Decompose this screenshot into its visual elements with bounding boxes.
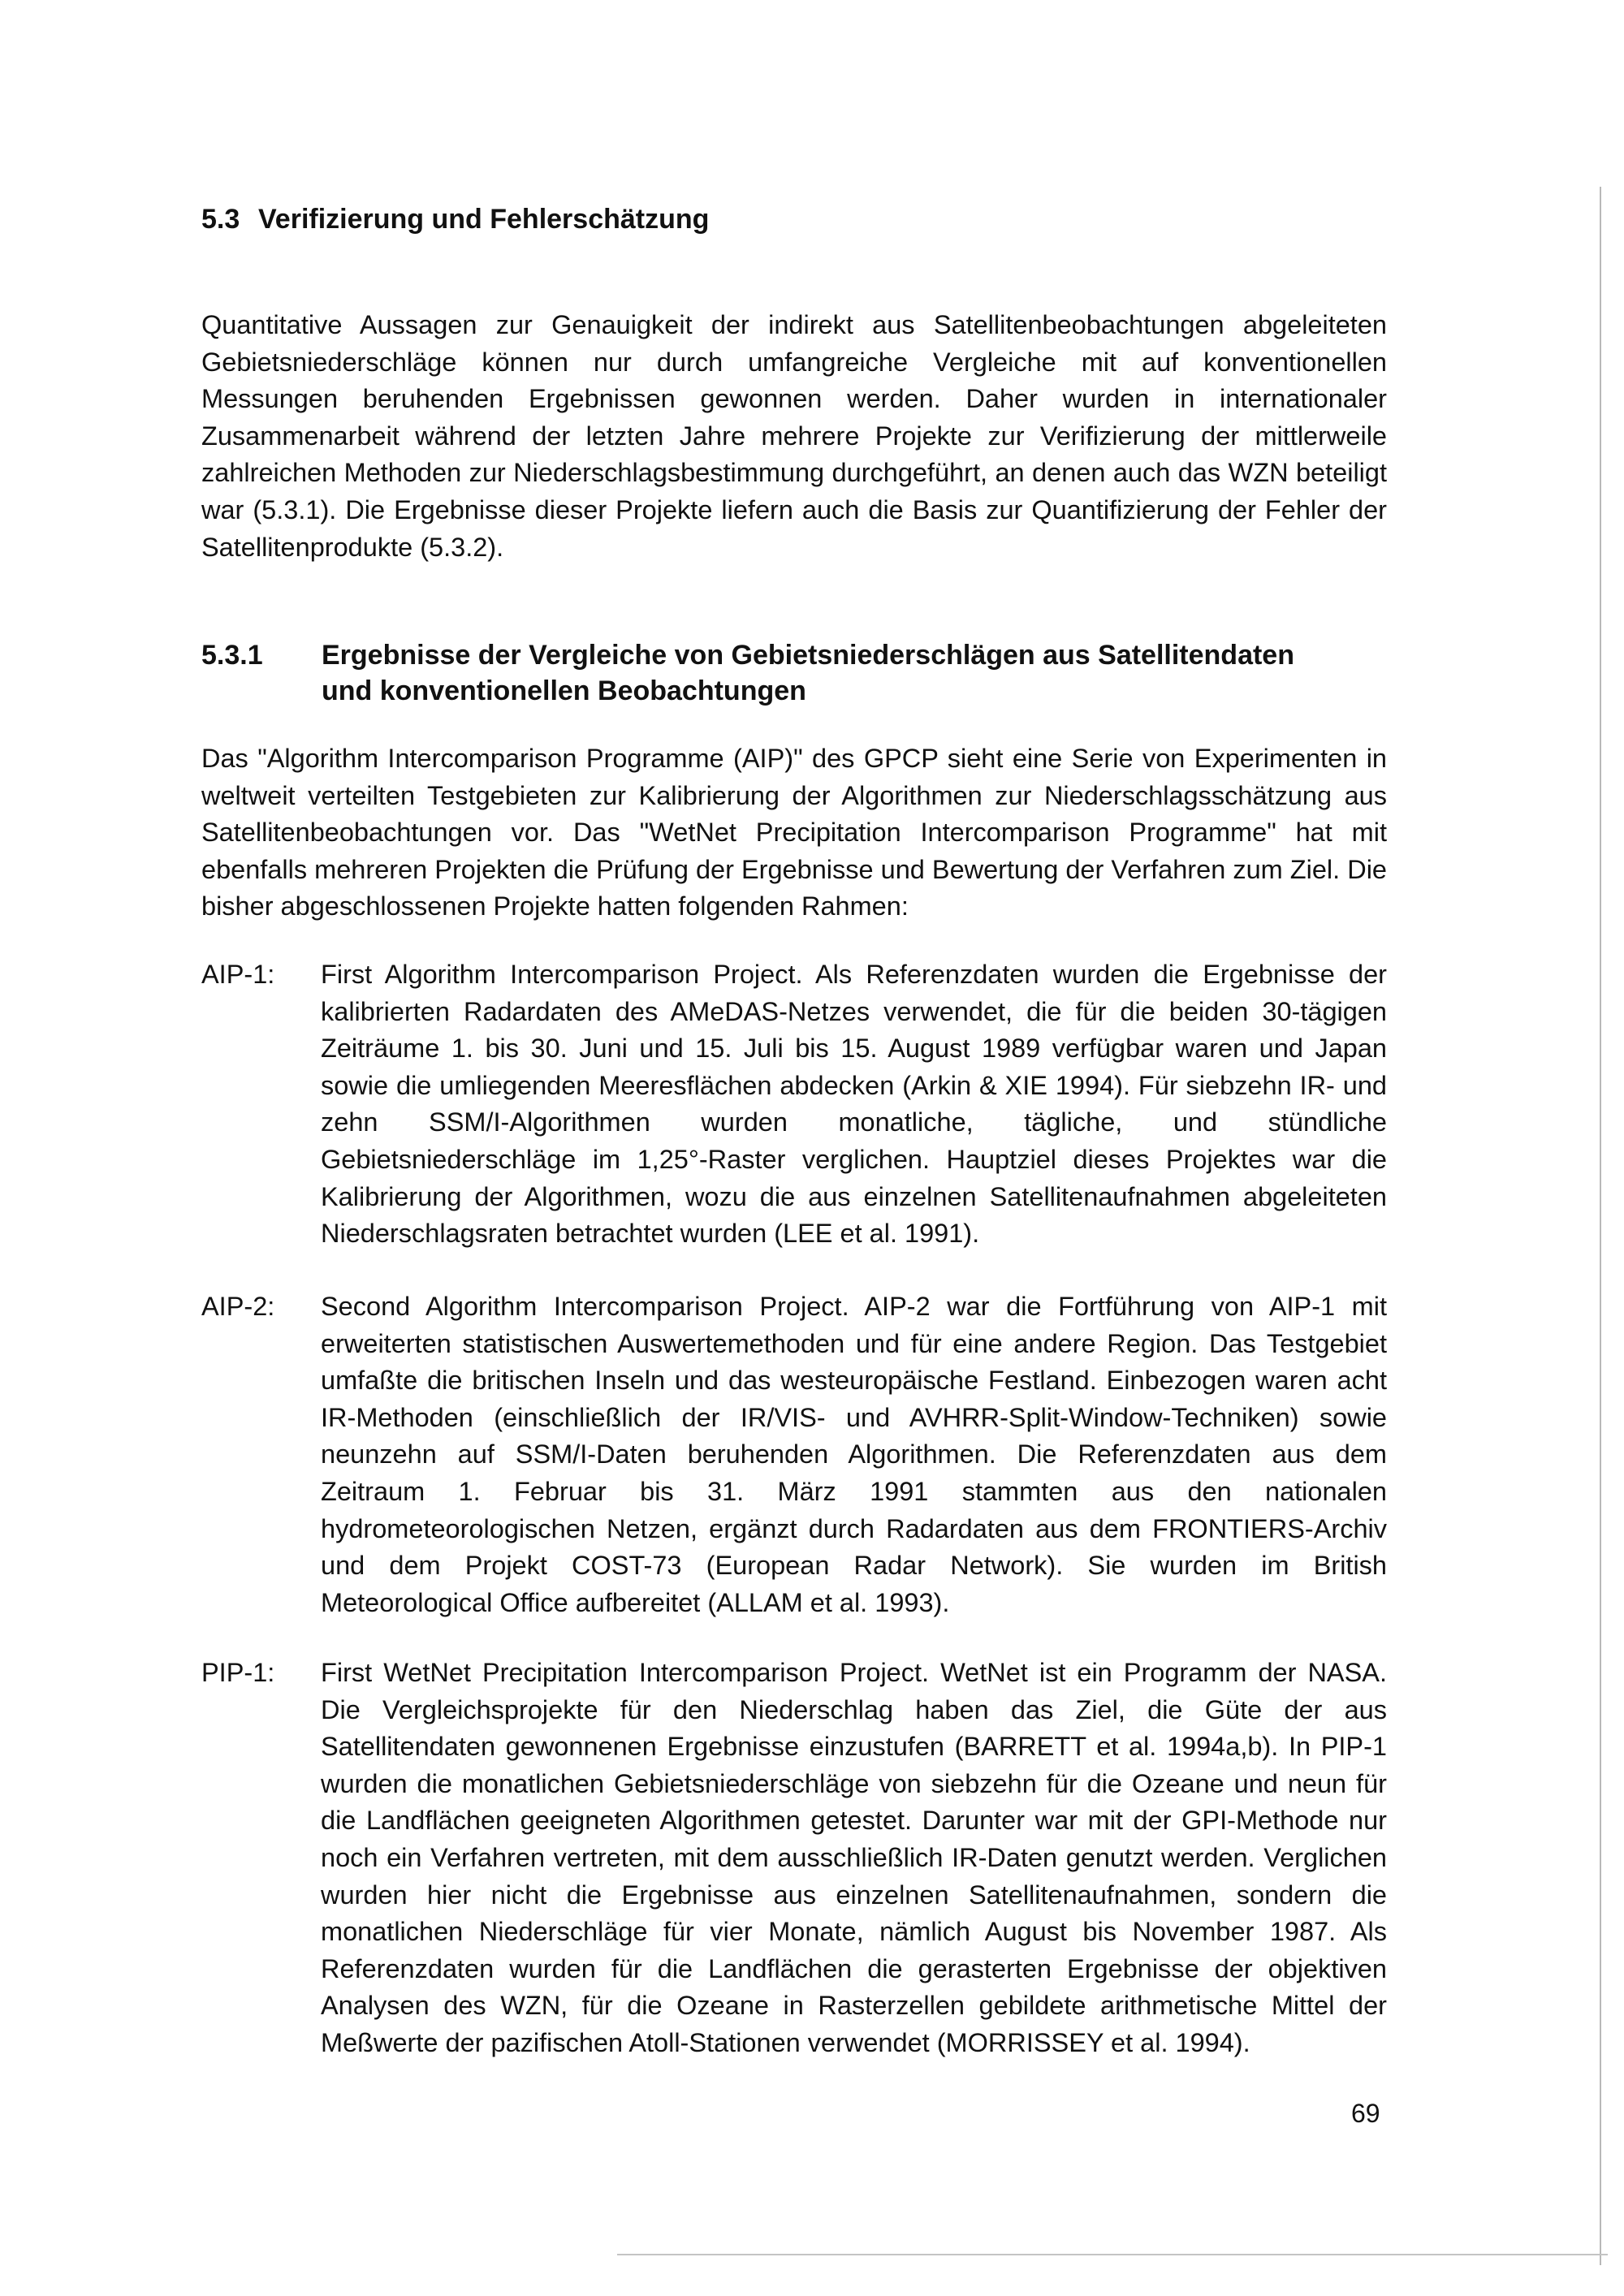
subsection-number: 5.3.1 [201, 640, 263, 671]
project-entry-aip2 [201, 1288, 1387, 1629]
entry-text: First WetNet Precipitation Intercomparison Project. WetNet ist ein Programm der NASA. Die Vergleichsprojekte für den Niederschlag haben das Ziel, die Güte der aus Satellitendaten gewonnenen Ergebnisse einzustufen (BARRETT et al. 1994a,b). In PIP-1 wurden die monatlichen Gebietsniederschläge von siebzehn für die Ozeane und neun für die Landflächen geeigneten Algorithmen getestet. Darunter war mit der GPI-Methode nur noch ein Verfahren vertreten, mit dem ausschließlich IR-Daten genutzt werden. Verglichen wurden hier nicht die Ergebnisse aus einzelnen Satellitenaufnahmen, sondern die monatlichen Niederschläge für vier Monate, nämlich August bis November 1987. Als Referenzdaten wurden für die Landflächen die gerasterten Ergebnisse der objektiven Analysen des WZN, für die Ozeane in Rasterzellen gebildete arithmetische Mittel der Meßwerte der pazifischen Atoll-Stationen verwendet (MORRISSEY et al. 1994). [321, 1658, 1387, 2057]
scan-edge-bottom [617, 2254, 1608, 2255]
intro-paragraph: Quantitative Aussagen zur Genauigkeit der indirekt aus Satellitenbeobachtungen abgeleiteten Gebietsniederschläge können nur durch umfangreiche Vergleiche mit auf konventionellen Messungen beruhenden Ergebnissen gewonnen werden. Daher wurden in internationaler Zusammenarbeit während der letzten Jahre mehrere Projekte zur Verifizierung der mittlerweile zahlreichen Methoden zur Niederschlagsbestimmung durchgeführt, an denen auch das WZN beteiligt war (5.3.1). Die Ergebnisse dieser Projekte liefern auch die Basis zur Quantifizierung der Fehler der Satellitenprodukte (5.3.2). [201, 310, 1387, 562]
entry-text: First Algorithm Intercomparison Project. Als Referenzdaten wurden die Ergebnisse der kalibrierten Radardaten des AMeDAS-Netzes verwendet, die für die beiden 30-tägigen Zeiträume 1. bis 30. Juni und 15. Juli bis 15. August 1989 verfügbar waren und Japan sowie die umliegenden Meeresflächen abdecken (Arkin & XIE 1994). Für siebzehn IR- und zehn SSM/I-Algorithmen wurden monatliche, tägliche, und stündliche Gebietsniederschläge im 1,25°-Raster verglichen. Hauptziel dieses Projektes war die Kalibrierung der Algorithmen, wozu die aus einzelnen Satellitenaufnahmen abgeleiteten Niederschlagsraten betrachtet wurden (LEE et al. 1991). [321, 960, 1387, 1249]
section-number: 5.3 [201, 204, 240, 235]
project-entry-pip1 [201, 1655, 1387, 2057]
page-number: 69 [1351, 2099, 1380, 2128]
entry-label: PIP-1: [201, 1658, 275, 1687]
section-heading [201, 201, 1387, 237]
scan-edge-right [1600, 187, 1601, 2265]
entry-label: AIP-1: [201, 960, 275, 989]
subsection-title: Ergebnisse der Vergleiche von Gebietsniederschlägen aus Satellitendaten und konventionellen Beobachtungen [322, 640, 1294, 706]
subsection-paragraph: Das "Algorithm Intercomparison Programme (AIP)" des GPCP sieht eine Serie von Experimenten in weltweit verteilten Testgebieten zur Kalibrierung der Algorithmen zur Niederschlagsschätzung aus Satellitenbeobachtungen vor. Das "WetNet Precipitation Intercomparison Programme" hat mit ebenfalls mehreren Projekten die Prüfung der Ergebnisse und Bewertung der Verfahren zum Ziel. Die bisher abgeschlossenen Projekte hatten folgenden Rahmen: [201, 744, 1387, 921]
subsection-heading [201, 637, 1387, 710]
section-title: Verifizierung und Fehlerschätzung [258, 204, 710, 235]
entry-label: AIP-2: [201, 1292, 275, 1321]
project-entry-aip1 [201, 956, 1387, 1257]
entry-text: Second Algorithm Intercomparison Project. AIP-2 war die Fortführung von AIP-1 mit erweiterten statistischen Auswertemethoden und für eine andere Region. Das Testgebiet umfaßte die britischen Inseln und das westeuropäische Festland. Einbezogen waren acht IR-Methoden (einschließlich der IR/VIS- und AVHRR-Split-Window-Techniken) sowie neunzehn auf SSM/I-Daten beruhenden Algorithmen. Die Referenzdaten aus dem Zeitraum 1. Februar bis 31. März 1991 stammten aus den nationalen hydrometeorologischen Netzen, ergänzt durch Radardaten aus dem FRONTIERS-Archiv und dem Projekt COST-73 (European Radar Network). Sie wurden im British Meteorological Office aufbereitet (ALLAM et al. 1993). [321, 1292, 1387, 1617]
